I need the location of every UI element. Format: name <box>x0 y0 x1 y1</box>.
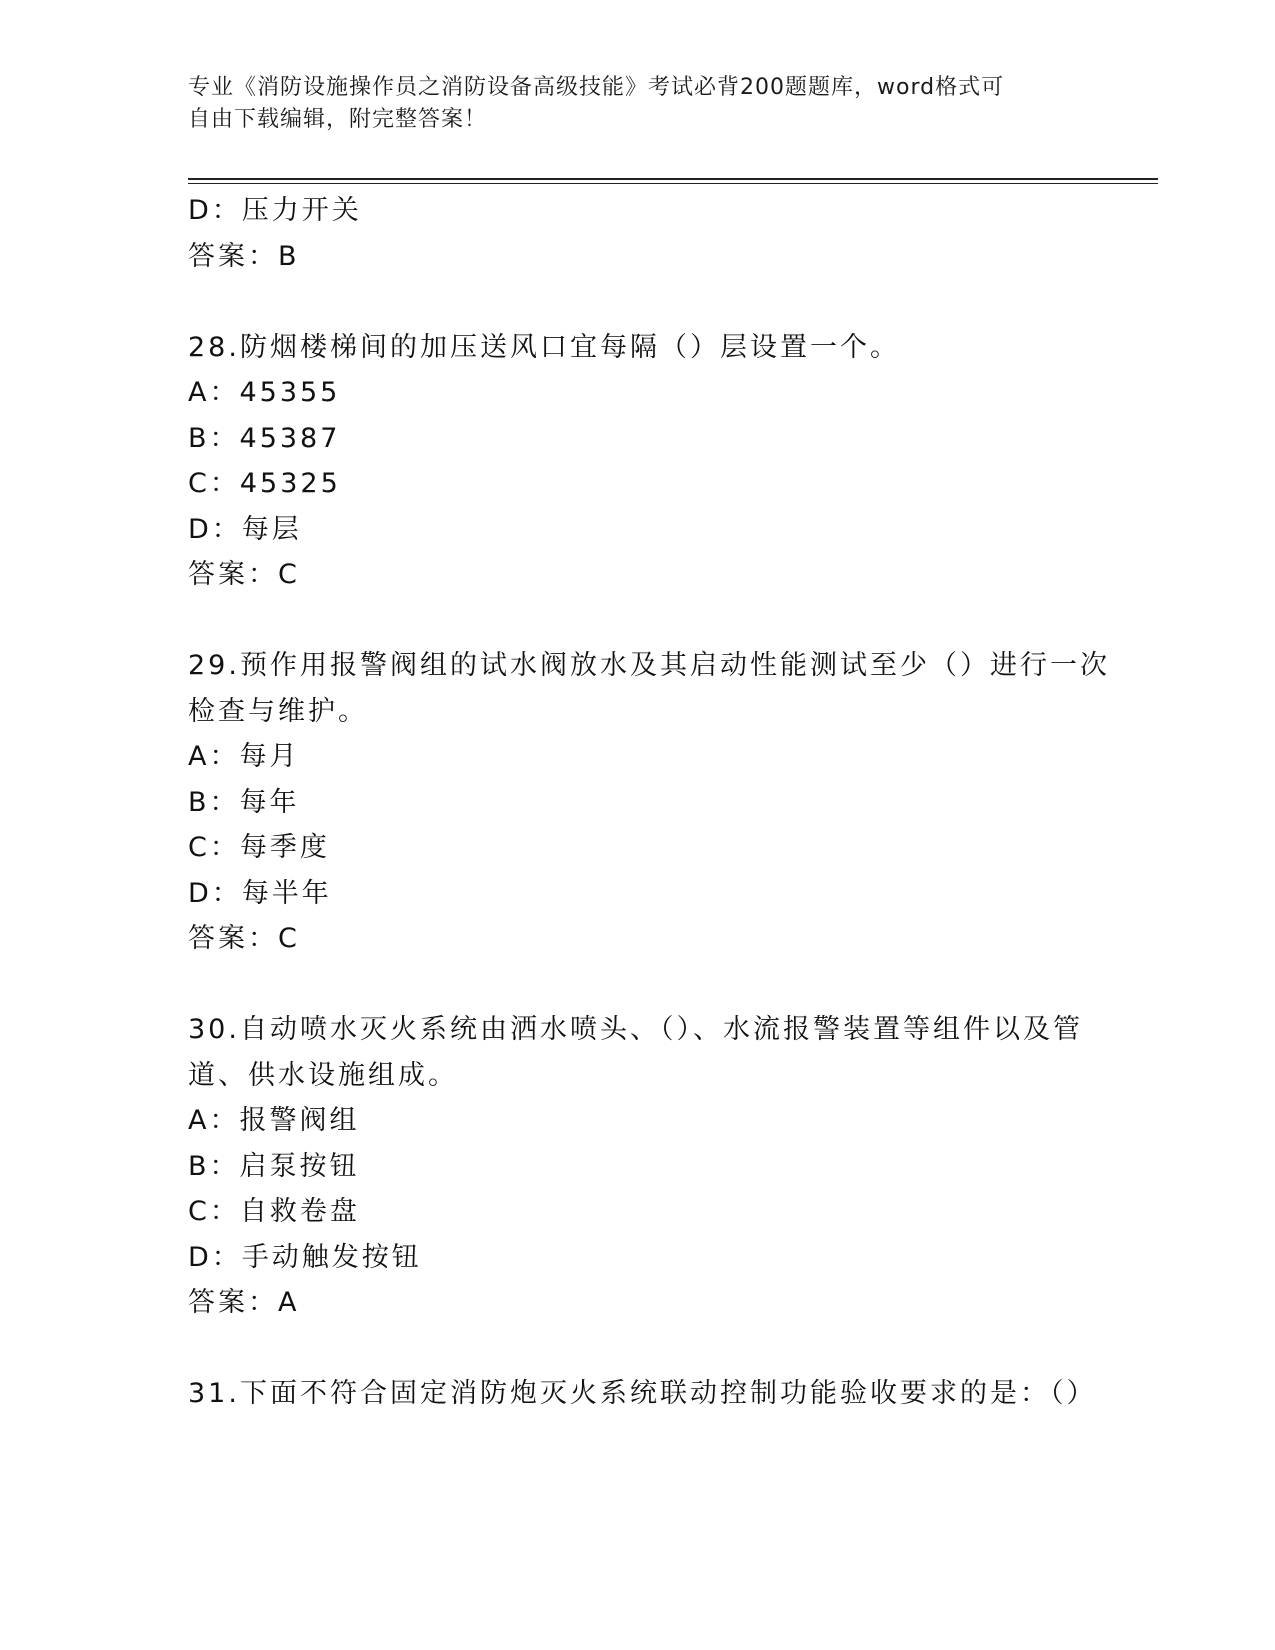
question-text-line-1: 30.自动喷水灭火系统由洒水喷头、（）、水流报警装置等组件以及管 <box>188 1014 1083 1045</box>
option-d: D：手动触发按钮 <box>188 1241 422 1273</box>
option-a: A：每月 <box>188 741 300 772</box>
question-text-line-2: 检查与维护。 <box>188 695 368 727</box>
question-text-line-2: 道、供水设施组成。 <box>188 1059 458 1091</box>
spacer <box>188 1326 1088 1372</box>
option-a: A：报警阀组 <box>188 1105 360 1136</box>
spacer <box>188 279 1088 325</box>
question-29 <box>188 643 1110 962</box>
header-divider-thick <box>188 178 1158 180</box>
spacer <box>188 962 1088 1008</box>
question-30 <box>188 1007 1088 1326</box>
option-d: D：每层 <box>188 513 302 545</box>
option-c: C：45325 <box>188 468 341 499</box>
answer: 答案：C <box>188 923 300 954</box>
spacer <box>188 598 1088 644</box>
question-28 <box>188 325 1088 598</box>
document-header <box>188 72 1088 136</box>
option-a: A：45355 <box>188 377 341 408</box>
answer: 答案：A <box>188 1287 300 1318</box>
option-b: B：45387 <box>188 422 341 454</box>
header-line-1: 专业《消防设施操作员之消防设备高级技能》考试必背200题题库，word格式可 <box>188 75 1005 100</box>
carryover-answer: 答案：B <box>188 240 300 272</box>
header-divider-thin <box>188 183 1158 184</box>
question-text: 28.防烟楼梯间的加压送风口宜每隔（）层设置一个。 <box>188 331 900 363</box>
question-text: 31.下面不符合固定消防炮灭火系统联动控制功能验收要求的是：（） <box>188 1378 1097 1409</box>
option-d: D：每半年 <box>188 877 332 909</box>
question-content <box>188 188 1110 1417</box>
answer: 答案：C <box>188 559 300 590</box>
question-31 <box>188 1371 1097 1417</box>
option-c: C：每季度 <box>188 832 330 863</box>
option-b: B：每年 <box>188 786 300 818</box>
header-line-2: 自由下载编辑，附完整答案！ <box>188 107 488 132</box>
question-text-line-1: 29.预作用报警阀组的试水阀放水及其启动性能测试至少（）进行一次 <box>188 650 1110 681</box>
option-b: B：启泵按钮 <box>188 1150 360 1182</box>
option-c: C：自救卷盘 <box>188 1196 360 1227</box>
carryover-option-d: D：压力开关 <box>188 195 362 226</box>
